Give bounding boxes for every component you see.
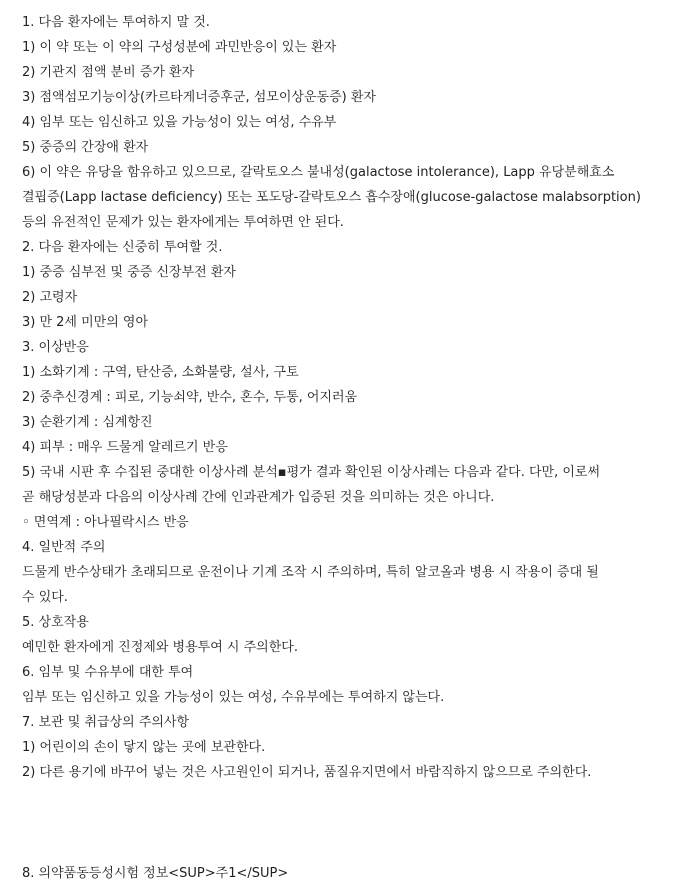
document-line: 6. 임부 및 수유부에 대한 투여 xyxy=(22,665,194,680)
document-line: 1) 중증 심부전 및 중증 신장부전 환자 xyxy=(22,265,236,280)
document-line: 1. 다음 환자에는 투여하지 말 것. xyxy=(22,15,210,30)
document-line: 3. 이상반응 xyxy=(22,340,89,355)
document-line: 3) 점액섬모기능이상(카르타게너증후군, 섬모이상운동증) 환자 xyxy=(22,90,376,105)
document-line: 5) 국내 시판 후 수집된 중대한 이상사례 분석▪평가 결과 확인된 이상사례는 다음과 같다. 다만, 이로써 xyxy=(22,465,601,480)
document-line: 6) 이 약은 유당을 함유하고 있으므로, 갈락토오스 불내성(galactose intolerance), Lapp 유당분해효소 xyxy=(22,165,615,180)
document-line: 곧 해당성분과 다음의 이상사례 간에 인과관계가 입증된 것을 의미하는 것은 아니다. xyxy=(22,490,495,505)
document-line: 1) 소화기계 : 구역, 탄산증, 소화불량, 설사, 구토 xyxy=(22,365,299,380)
document-line: 예민한 환자에게 진정제와 병용투여 시 주의한다. xyxy=(22,640,298,655)
document-line: 4) 임부 또는 임신하고 있을 가능성이 있는 여성, 수유부 xyxy=(22,115,337,130)
document-line: 임부 또는 임신하고 있을 가능성이 있는 여성, 수유부에는 투여하지 않는다. xyxy=(22,690,445,705)
section-8-heading: 8. 의약품동등성시험 정보<SUP>주1</SUP> xyxy=(22,866,289,881)
document-line: 2) 기관지 점액 분비 증가 환자 xyxy=(22,65,195,80)
document-line: 5. 상호작용 xyxy=(22,615,89,630)
document-lines xyxy=(22,10,682,785)
document-line: 4) 피부 : 매우 드물게 알레르기 반응 xyxy=(22,440,228,455)
document-line: 2) 다른 용기에 바꾸어 넣는 것은 사고원인이 되거나, 품질유지면에서 바람직하지 않으므로 주의한다. xyxy=(22,765,592,780)
document-line: 등의 유전적인 문제가 있는 환자에게는 투여하면 안 된다. xyxy=(22,215,344,230)
document-line: 7. 보관 및 취급상의 주의사항 xyxy=(22,715,190,730)
document-line: 3) 순환기계 : 심계항진 xyxy=(22,415,153,430)
document-line: 수 있다. xyxy=(22,590,68,605)
document-line: 2) 중추신경계 : 피로, 기능쇠약, 반수, 혼수, 두통, 어지러움 xyxy=(22,390,358,405)
document-line: 드물게 반수상태가 초래되므로 운전이나 기계 조작 시 주의하며, 특히 알코올과 병용 시 작용이 증대 될 xyxy=(22,565,599,580)
blank-gap xyxy=(22,785,682,861)
document-line: 2. 다음 환자에는 신중히 투여할 것. xyxy=(22,240,223,255)
document-line: 1) 어린이의 손이 닿지 않는 곳에 보관한다. xyxy=(22,740,266,755)
document-line: 결핍증(Lapp lactase deficiency) 또는 포도당-갈락토오스 흡수장애(glucose-galactose malabsorption) xyxy=(22,190,641,205)
document-line: 3) 만 2세 미만의 영아 xyxy=(22,315,149,330)
document-line: 5) 중증의 간장애 환자 xyxy=(22,140,149,155)
document-line: 4. 일반적 주의 xyxy=(22,540,106,555)
document-line: 1) 이 약 또는 이 약의 구성성분에 과민반응이 있는 환자 xyxy=(22,40,337,55)
document-body xyxy=(22,10,682,886)
document-line: 2) 고령자 xyxy=(22,290,78,305)
document-line: ◦ 면역계 : 아나필락시스 반응 xyxy=(22,515,189,530)
